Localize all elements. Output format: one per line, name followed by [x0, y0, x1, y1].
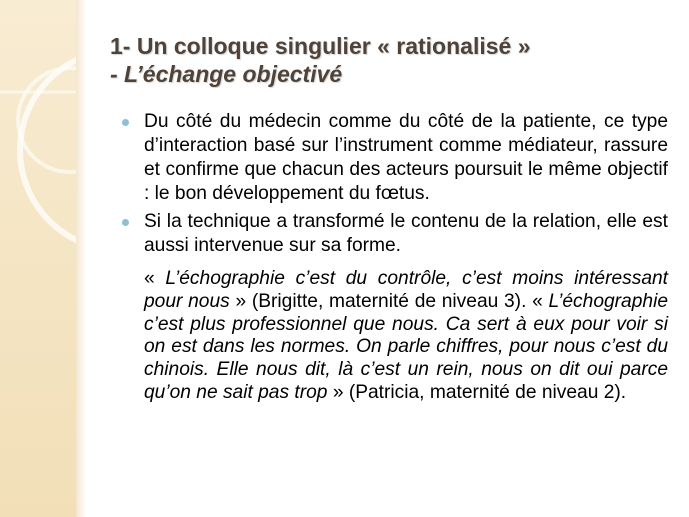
quote-italic-1: L’échographie c’est du contrôle, c’est moins intéressant pour nous — [144, 268, 668, 312]
slide-title — [110, 32, 670, 88]
bullet-text-2: Si la technique a transformé le contenu de la relation, elle est aussi intervenue sur sa forme. — [144, 211, 668, 256]
decorative-sidebar — [0, 0, 76, 517]
bullet-dot-icon — [122, 219, 129, 226]
bullet-dot-icon — [122, 119, 129, 126]
quote-attribution-1: » (Brigitte, maternité de niveau 3). « — [229, 290, 549, 312]
slide-content — [120, 110, 668, 405]
decorative-circles — [0, 0, 76, 517]
title-line-1: 1- Un colloque singulier « rationalisé » — [110, 33, 531, 59]
bullet-text-1: Du côté du médecin comme du côté de la patiente, ce type d’interaction basé sur l’instrument comme médiateur, rassure et confirme que chacun des acteurs poursuit le même objectif : le bon développement du fœtus. — [144, 111, 668, 204]
sidebar-shadow — [76, 0, 86, 517]
quote-attribution-2: » (Patricia, maternité de niveau 2). — [327, 381, 627, 403]
bullet-item-1 — [120, 110, 668, 206]
title-line-2: - L’échange objectivé — [110, 61, 343, 87]
quote-open: « — [144, 268, 166, 289]
quote-paragraph — [120, 268, 668, 405]
bullet-item-2 — [120, 210, 668, 258]
quote-italic-2: L’échographie c’est plus professionnel que nous. Ca sert à eux pour voir si on est dans les normes. On parle chiffres, pour nous c’est du chinois. Elle nous dit, là c’est un rein, nous on dit oui parce qu’on ne sait pas trop — [144, 290, 669, 403]
